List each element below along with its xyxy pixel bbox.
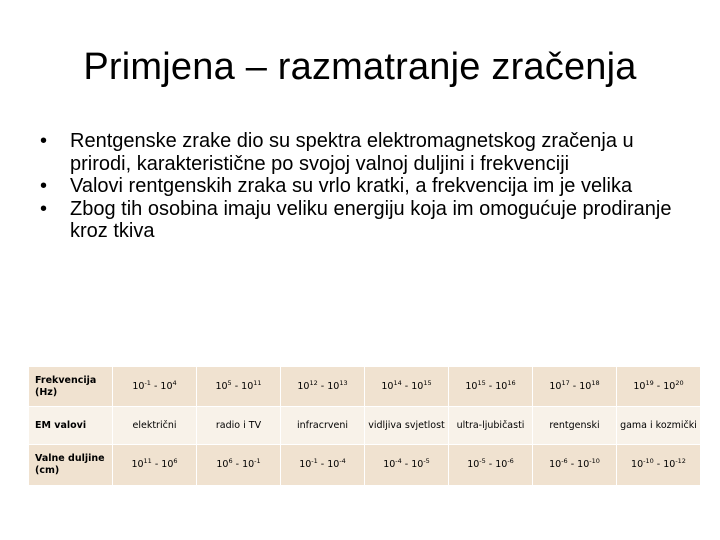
em-wave-cell: rentgenski (533, 407, 617, 445)
wavelength-cell: $10^{-5} - 10^{-6}$ (449, 445, 533, 486)
frequency-cell: $10^{14} - 10^{15}$ (365, 367, 449, 407)
em-wave-cell: električni (113, 407, 197, 445)
frequency-cell: $10^{12} - 10^{13}$ (281, 367, 365, 407)
wavelength-cell: $10^{11} - 10^6$ (113, 445, 197, 486)
row-header-frequency: Frekvencija (Hz) (29, 367, 113, 407)
em-wave-cell: vidljiva svjetlost (365, 407, 449, 445)
bullet-marker: • (40, 130, 48, 152)
wavelength-cell: $10^6 - 10^{-1}$ (197, 445, 281, 486)
bullet-list (40, 130, 700, 243)
frequency-cell: $10^{-1} - 10^4$ (113, 367, 197, 407)
table-row-em-waves (29, 407, 701, 445)
bullet-item (40, 175, 700, 198)
table-row-frequency (29, 367, 701, 407)
em-wave-cell: radio i TV (197, 407, 281, 445)
wavelength-cell: $10^{-4} - 10^{-5}$ (365, 445, 449, 486)
bullet-item (40, 130, 700, 175)
bullet-marker: • (40, 175, 48, 197)
bullet-marker: • (40, 197, 48, 220)
spectrum-table (28, 366, 701, 486)
row-header-em-waves: EM valovi (29, 407, 113, 445)
bullet-text: Valovi rentgenskih zraka su vrlo kratki, a frekvencija im je velika (70, 175, 633, 197)
slide-title: Primjena – razmatranje zračenja (83, 46, 637, 88)
em-wave-cell: ultra-ljubičasti (449, 407, 533, 445)
wavelength-cell: $10^{-6} - 10^{-10}$ (533, 445, 617, 486)
em-wave-cell: gama i kozmički (617, 407, 701, 445)
frequency-cell: $10^{17} - 10^{18}$ (533, 367, 617, 407)
bullet-text: Rentgenske zrake dio su spektra elektromagnetskog zračenja u prirodi, karakteristične po svojoj valnoj duljini i frekvenciji (70, 130, 634, 175)
table-row-wavelength (29, 445, 701, 486)
row-header-wavelength: Valne duljine (cm) (29, 445, 113, 486)
frequency-cell: $10^5 - 10^{11}$ (197, 367, 281, 407)
em-wave-cell: infracrveni (281, 407, 365, 445)
frequency-cell: $10^{15} - 10^{16}$ (449, 367, 533, 407)
bullet-text: Zbog tih osobina imaju veliku energiju koja im omogućuje prodiranje kroz tkiva (70, 197, 672, 242)
wavelength-cell: $10^{-1} - 10^{-4}$ (281, 445, 365, 486)
bullet-item (40, 198, 700, 243)
wavelength-cell: $10^{-10} - 10^{-12}$ (617, 445, 701, 486)
frequency-cell: $10^{19} - 10^{20}$ (617, 367, 701, 407)
